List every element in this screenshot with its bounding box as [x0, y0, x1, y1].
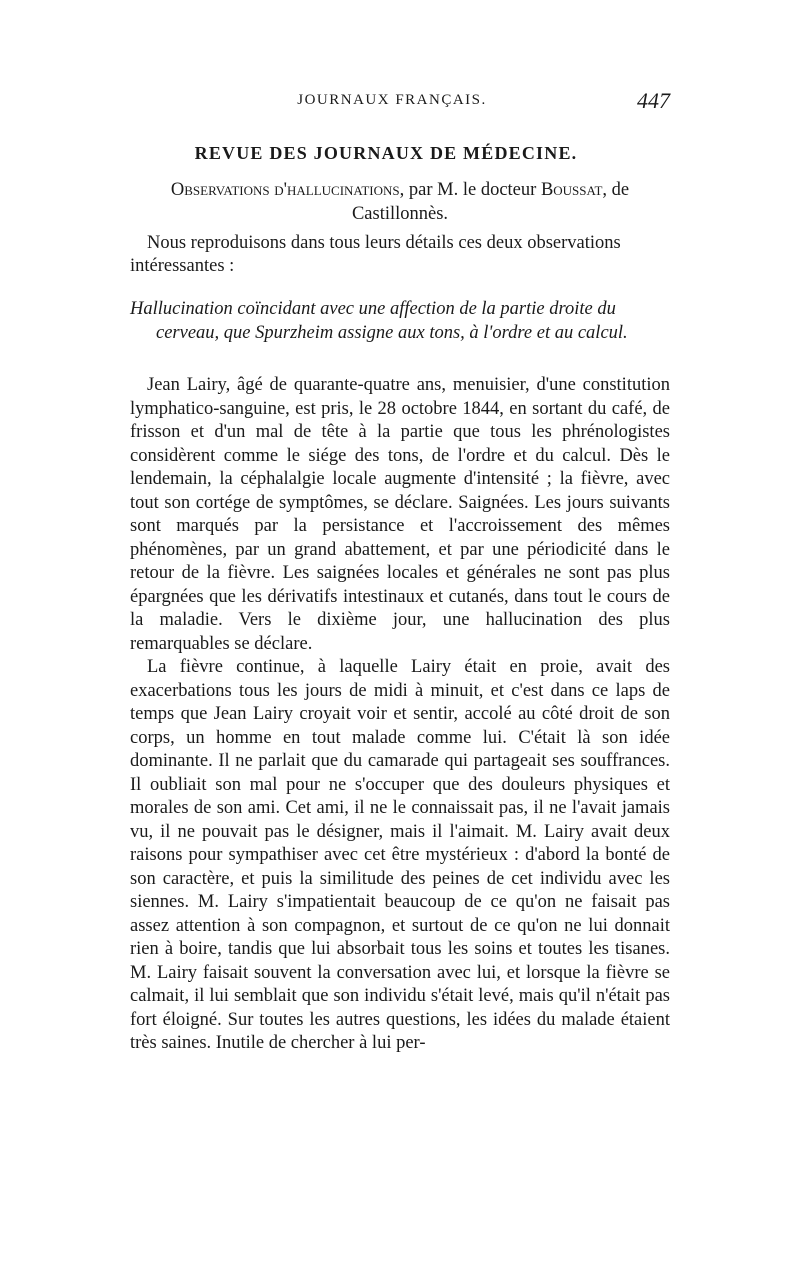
observations-heading: [150, 178, 650, 226]
intro-paragraph: [130, 232, 670, 278]
author-place: , de Castillonnès.: [351, 180, 630, 224]
observations-label: Observations d'hallucinations: [170, 180, 400, 200]
paragraph-1: Jean Lairy, âgé de quarante-quatre ans, menuisier, d'une constitution lymphatico-sanguine, est pris, le 28 octobre 1844, en sortant du café, de frisson et d'un mal de tête à la partie que tous les phrénologistes considèrent comme le siége des tons, de l'ordre et du calcul. Dès le lendemain, la céphalalgie locale augmente d'intensité ; la fièvre, avec tout son cortége de symptômes, se déclare. Saignées. Les jours suivants sont marqués par la persistance et l'accroissement des mêmes phénomènes, par un grand abattement, et par une périodicité dans le retour de la fièvre. Les saignées locales et générales ne sont pas plus épargnées que les dérivatifs intestinaux et cutanés, dans tout le cours de la maladie. Vers le dixième jour, une hallucination des plus remarquables se déclare.: [130, 375, 670, 654]
case-title-text: Hallucination coïncidant avec une affection de la partie droite du cerveau, que Spurzheim assigne aux tons, à l'ordre et au calcul.: [130, 299, 628, 343]
paragraph-2: La fièvre continue, à laquelle Lairy était en proie, avait des exacerbations tous les jours de midi à minuit, et c'est dans ce laps de temps que Jean Lairy croyait voir et sentir, accolé au côté droit de son corps, un homme en tout malade comme lui. C'était là son idée dominante. Il ne parlait que du camarade qui partageait ses souffrances. Il oubliait son mal pour ne s'occuper que des douleurs physiques et morales de son ami. Cet ami, il ne le connaissait pas, il ne l'avait jamais vu, il ne pouvait pas le désigner, mais il l'aimait. M. Lairy avait deux raisons pour sympathiser avec cet être mystérieux : d'abord la bonté de son caractère, et puis la similitude des peines de cet individu avec les siennes. M. Lairy s'impatientait beaucoup de ce qu'on ne faisait pas assez attention à son compagnon, et surtout de ce qu'on ne lui donnait rien à boire, tandis que lui absorbait tous les soins et toutes les tisanes. M. Lairy faisait souvent la conversation avec lui, et lorsque la fièvre se calmait, il lui semblait que son individu s'était levé, mais qu'il n'était pas fort éloigné. Sur toutes les autres questions, les idées du malade étaient très saines. Inutile de chercher à lui per-: [130, 657, 670, 1053]
section-title: REVUE DES JOURNAUX DE MÉDECINE.: [194, 143, 578, 163]
author-name: Boussat: [540, 180, 603, 200]
intro-text: Nous reproduisons dans tous leurs détails ces deux observations intéressantes :: [130, 233, 621, 276]
running-head: [130, 88, 670, 118]
body-text: [130, 374, 670, 1056]
case-title: [130, 297, 670, 345]
running-head-title: JOURNAUX FRANÇAIS.: [297, 92, 487, 108]
observations-by: , par M. le docteur: [399, 180, 541, 200]
page-number: 447: [637, 88, 670, 113]
